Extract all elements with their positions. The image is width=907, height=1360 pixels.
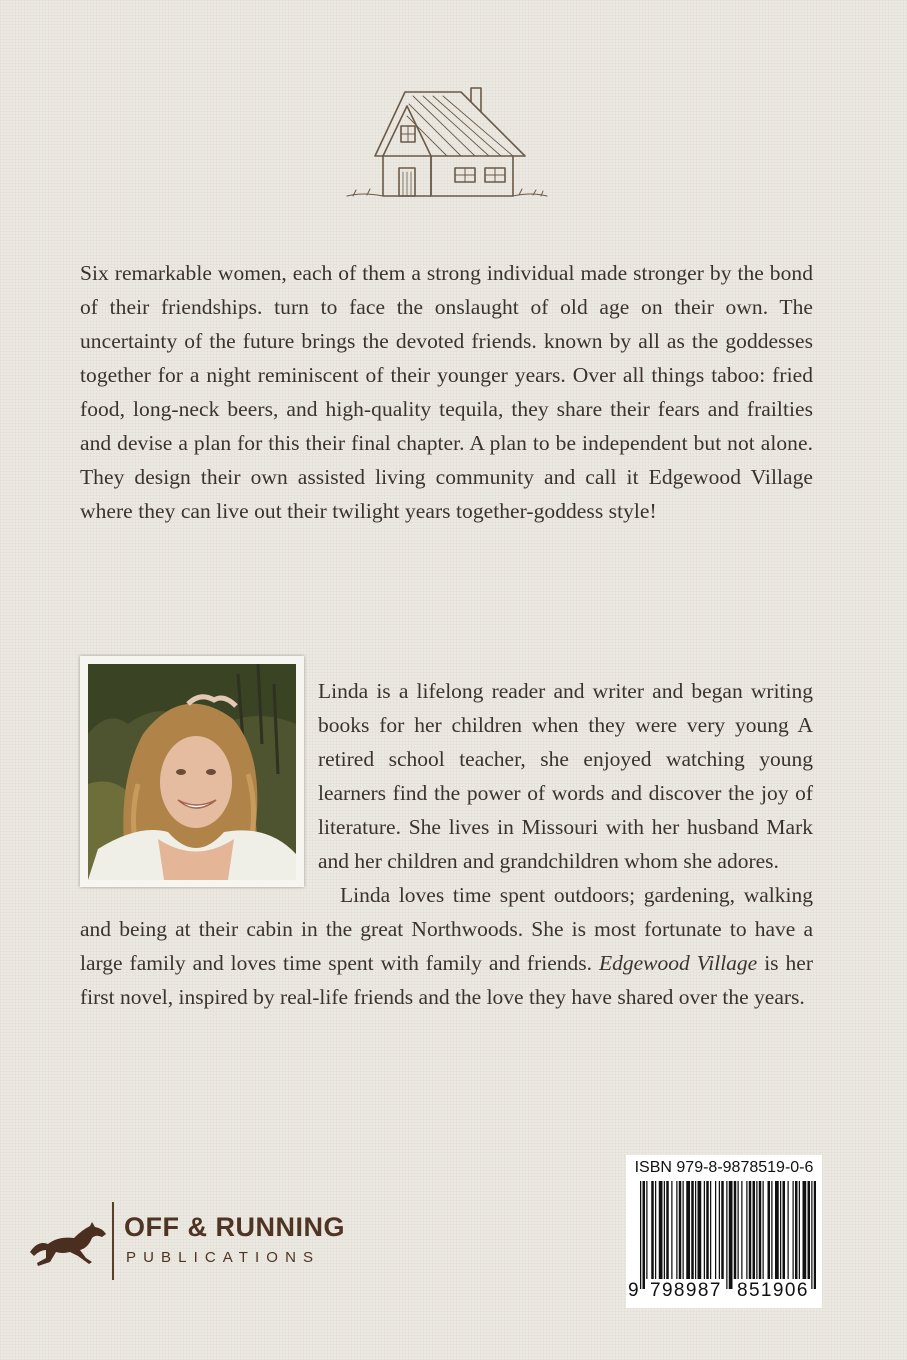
house-illustration-icon: [343, 84, 549, 202]
barcode-bar: [783, 1181, 786, 1279]
barcode-digit-group: 851906: [737, 1280, 809, 1301]
barcode-bar: [803, 1181, 807, 1279]
barcode-bar: [664, 1181, 665, 1279]
barcode-bar: [676, 1181, 677, 1279]
barcode-bar: [706, 1181, 709, 1279]
isbn-barcode: [626, 1155, 822, 1308]
running-horse-icon: [28, 1218, 108, 1268]
barcode-first-digit: 9: [628, 1280, 639, 1301]
barcode-bar: [775, 1181, 779, 1279]
barcode-bar: [753, 1181, 756, 1279]
book-blurb: Six remarkable women, each of them a strong individual made stronger by the bond of their friendships. turn to face the onslaught of old age on their own. The uncertainty of the future brings the devoted friends. known by all as the goddesses together for a night reminiscent of their younger years. Over all things taboo: fried food, long-neck beers, and high-quality tequila, they share their fears and frailties and devise a plan for this their final chapter. A plan to be independent but not alone. They design their own assisted living community and call it Edgewood Village where they can live out their twilight years together-goddess style!: [80, 261, 813, 523]
barcode-bar: [795, 1181, 798, 1279]
barcode-bar: [683, 1181, 684, 1279]
barcode-bar: [691, 1181, 694, 1279]
barcode-bar: [788, 1181, 789, 1279]
barcode-digit-group: 798987: [650, 1280, 722, 1301]
barcode-bar: [729, 1181, 733, 1289]
barcode-bar: [695, 1181, 696, 1279]
bio-text: is her first novel, inspired by real-life friends and the love they have shared over the years.: [80, 951, 813, 1009]
barcode-bar: [756, 1181, 757, 1279]
barcode-bar: [655, 1181, 656, 1279]
barcode-bars: [640, 1181, 816, 1289]
publisher-name: OFF & RUNNING: [124, 1212, 345, 1242]
bio-text: Linda loves time spent outdoors; gardening, walking and being at their cabin in the great Northwoods. She is most fortunate to have a large family and loves time spent with family and friends.: [80, 883, 813, 975]
barcode-bar: [721, 1181, 724, 1279]
barcode-bar: [715, 1181, 716, 1279]
barcode-bar: [771, 1181, 772, 1279]
barcode-bar: [808, 1181, 811, 1279]
barcode-bar: [811, 1181, 812, 1289]
logo-divider: [112, 1202, 114, 1280]
barcode-bar: [780, 1181, 781, 1279]
barcode-bar: [768, 1181, 771, 1279]
barcode-bar: [679, 1181, 682, 1279]
publisher-logo: [28, 1202, 368, 1282]
barcode-bar: [666, 1181, 669, 1279]
bio-paragraph: [80, 878, 813, 1014]
barcode-bar: [738, 1181, 739, 1279]
barcode-bar: [763, 1181, 764, 1279]
barcode-bar: [659, 1181, 663, 1279]
bio-paragraph: Linda is a lifelong reader and writer and began writing books for her children when they were very young A retired school teacher, she enjoyed watching young learners find the power of words and discover the joy of literature. She lives in Missouri with her husband Mark and her children and grandchildren whom she adores.: [318, 679, 813, 873]
barcode-bar: [643, 1181, 646, 1289]
author-bio: [80, 674, 813, 1014]
barcode-bar: [814, 1181, 816, 1289]
barcode-bar: [793, 1181, 794, 1279]
barcode-bar: [640, 1181, 641, 1289]
barcode-bar: [704, 1181, 705, 1279]
barcode-bar: [719, 1181, 720, 1279]
barcode-bar: [734, 1181, 737, 1279]
barcode-bar: [726, 1181, 727, 1289]
barcode-bar: [671, 1181, 672, 1279]
book-title: Edgewood Village: [598, 951, 758, 975]
barcode-bar: [646, 1181, 647, 1279]
barcode-bar: [698, 1181, 702, 1279]
barcode-bar: [741, 1181, 742, 1279]
barcode-bar: [746, 1181, 747, 1279]
barcode-bar: [759, 1181, 762, 1279]
barcode-bar: [651, 1181, 654, 1279]
barcode-bar: [799, 1181, 800, 1279]
barcode-bar: [686, 1181, 690, 1279]
barcode-bar: [749, 1181, 752, 1279]
barcode-bar: [710, 1181, 711, 1279]
publisher-subtitle: PUBLICATIONS: [126, 1249, 321, 1266]
isbn-number: ISBN 979-8-9878519-0-6: [634, 1159, 814, 1176]
